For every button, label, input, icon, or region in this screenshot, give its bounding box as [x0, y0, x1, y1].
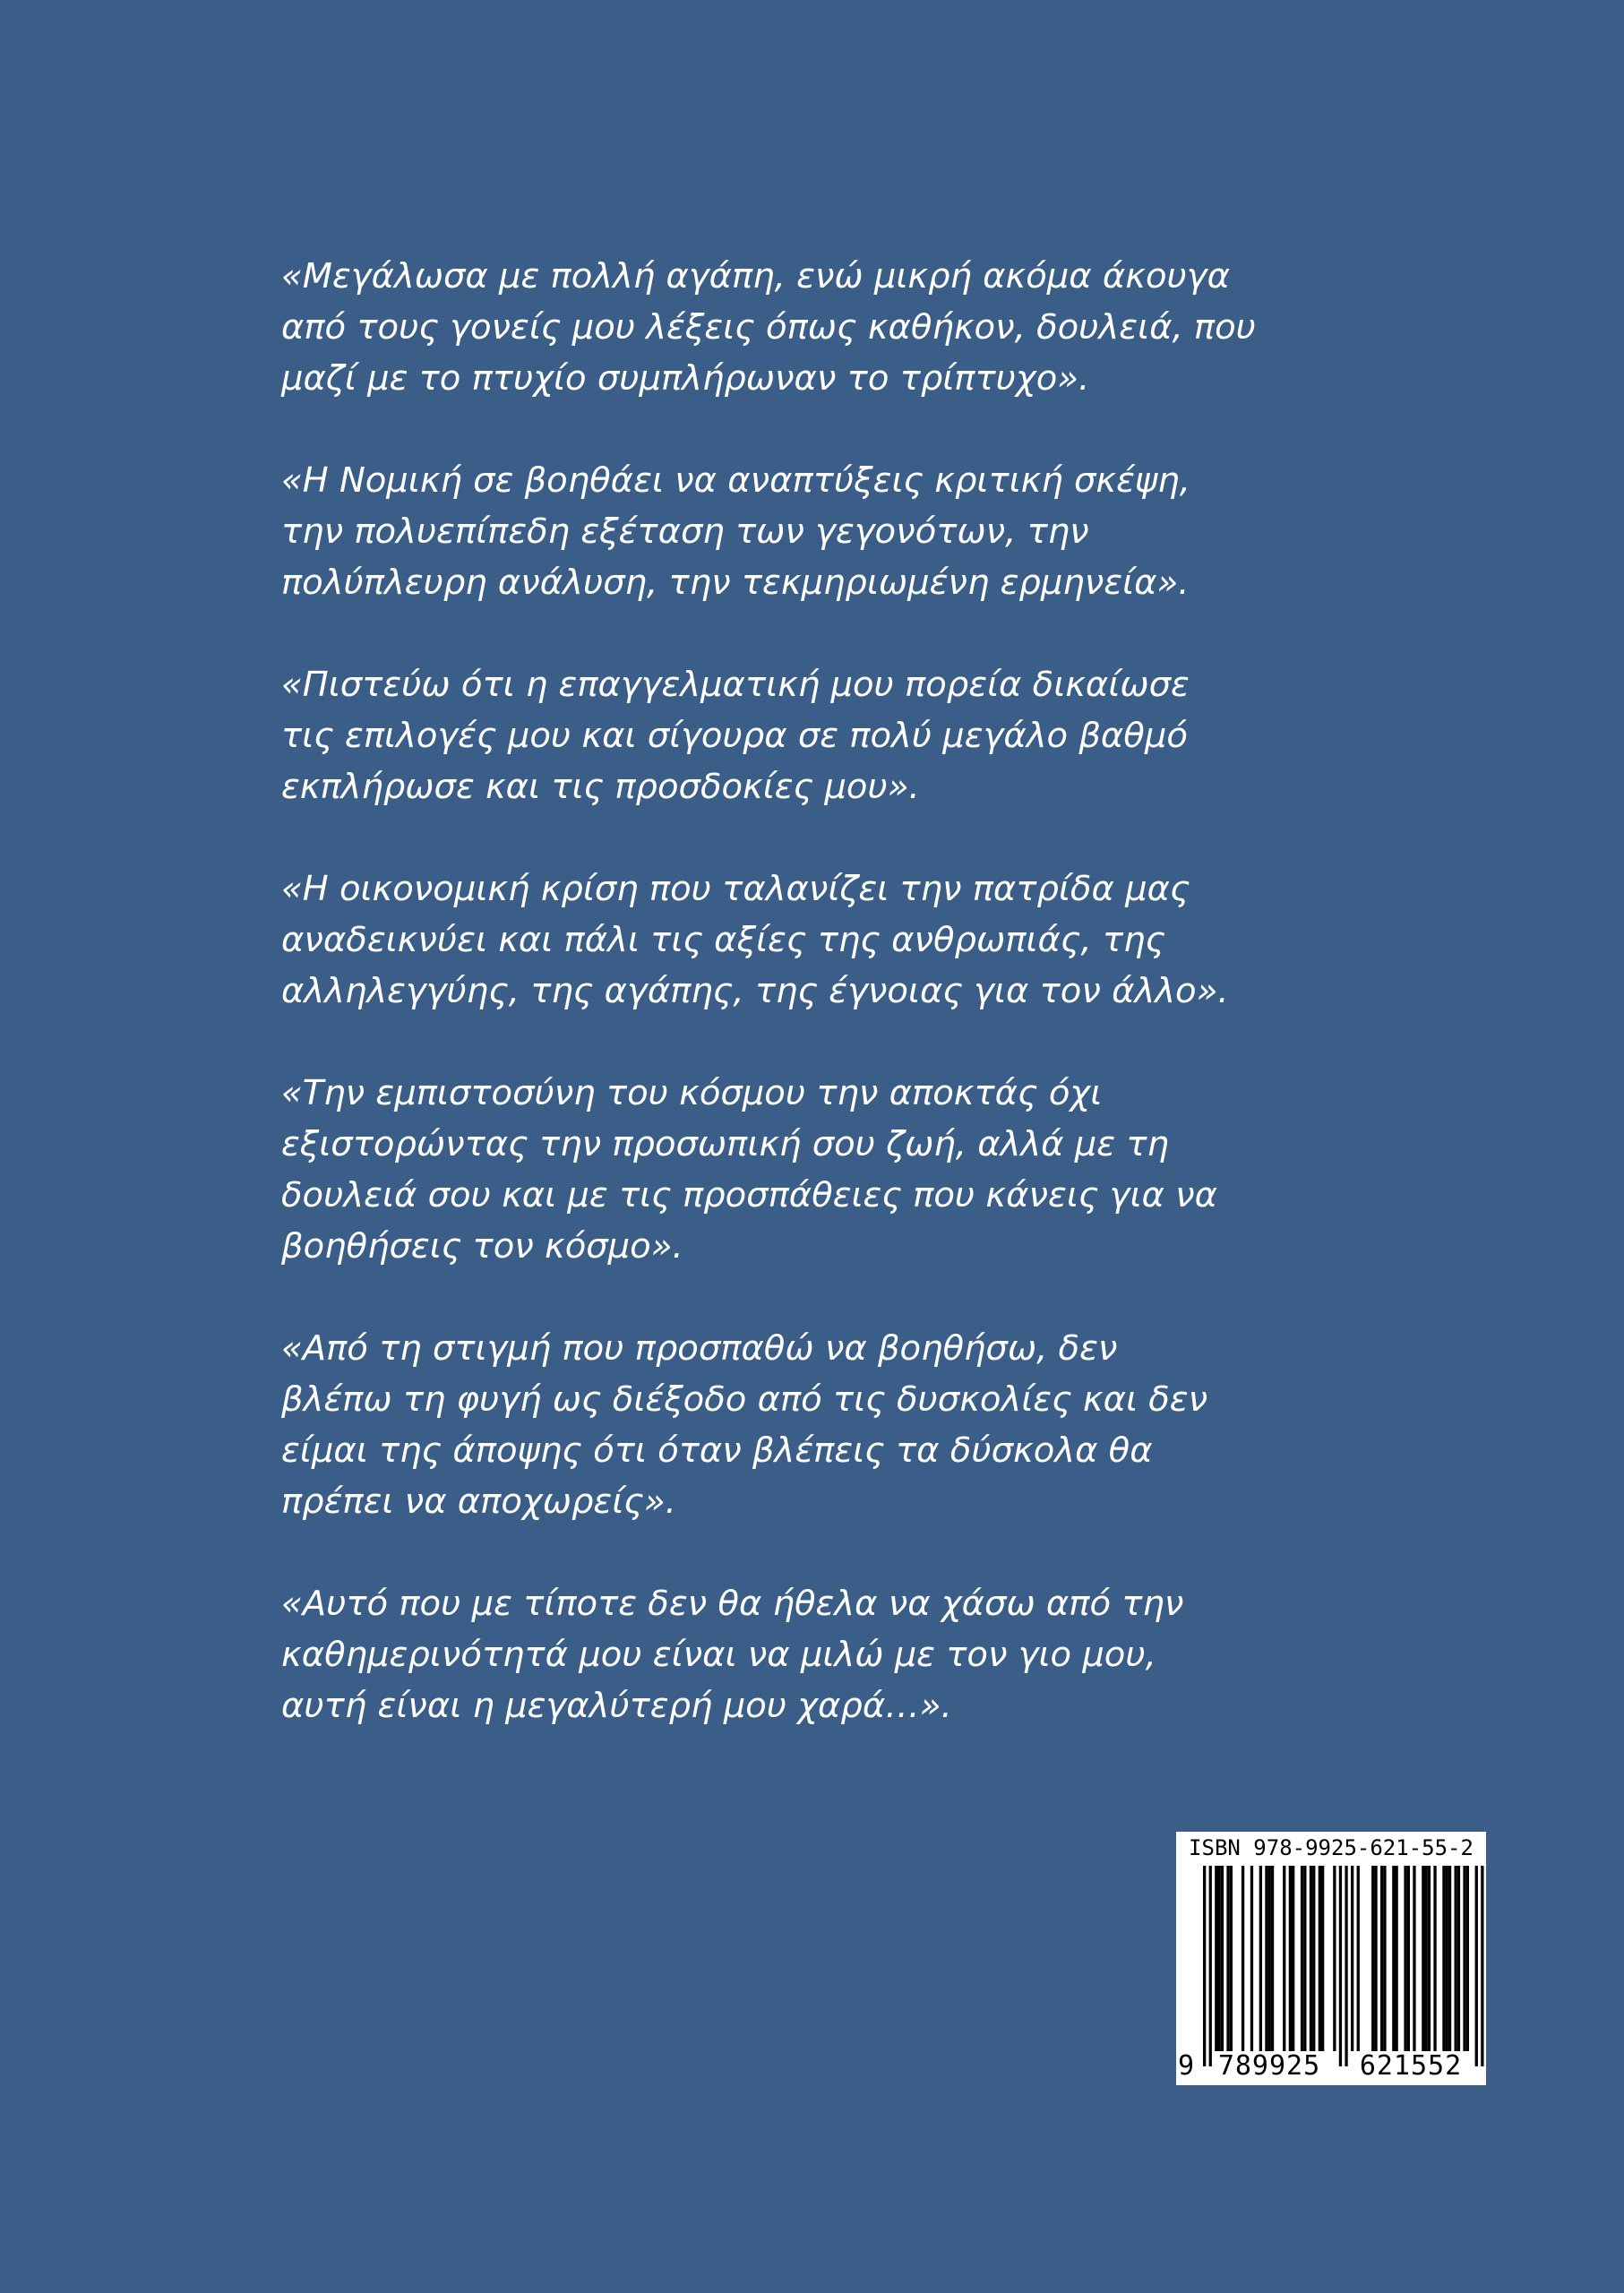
barcode-bar	[1215, 1866, 1217, 2051]
barcode-bar	[1407, 1866, 1410, 2051]
barcode-bar	[1259, 1866, 1262, 2051]
barcode-bar	[1310, 1866, 1312, 2051]
quote-line: «Η Νομική σε βοηθάει να αναπτύξεις κριτική σκέψη,	[281, 460, 1190, 501]
quote-4	[281, 863, 1285, 1017]
quote-line: την πολυεπίπεδη εξέταση των γεγονότων, την	[281, 511, 1089, 552]
ean-first-digit: 9	[1178, 2050, 1195, 2082]
quote-line: «Αυτό που με τίποτε δεν θα ήθελα να χάσω από την	[281, 1584, 1184, 1624]
barcode-bars	[1176, 1832, 1486, 2085]
barcode-bar	[1226, 1866, 1229, 2051]
barcode-bar	[1392, 1866, 1395, 2051]
barcode-bar	[1374, 1866, 1377, 2051]
barcode-bar	[1463, 1866, 1465, 2051]
barcode-bar	[1428, 1866, 1431, 2051]
ean-right-group: 621552	[1359, 2050, 1463, 2082]
barcode-bar	[1396, 1866, 1398, 2051]
barcode-bar	[1230, 1866, 1233, 2051]
barcode-bar	[1448, 1866, 1451, 2051]
quote-line: «Από τη στιγμή που προσπαθώ να βοηθήσω, δεν	[281, 1328, 1118, 1369]
quote-line: είμαι της άποψης ότι όταν βλέπεις τα δύσκολα θα	[281, 1430, 1153, 1471]
quote-line: βοηθήσεις τον κόσμο».	[281, 1226, 683, 1267]
barcode-bar	[1218, 1866, 1221, 2051]
barcode-bar	[1312, 1866, 1315, 2051]
barcode-bar	[1301, 1866, 1303, 2051]
quote-5	[281, 1068, 1285, 1272]
barcode-bar	[1321, 1866, 1324, 2051]
barcode-guard-bar	[1339, 1866, 1342, 2066]
quote-line: βλέπω τη φυγή ως διέξοδο από τις δυσκολίες και δεν	[281, 1379, 1208, 1420]
barcode-bar	[1271, 1866, 1274, 2051]
barcode-bar	[1250, 1866, 1253, 2051]
quote-1	[281, 251, 1285, 404]
quote-line: δουλειά σου και με τις προσπάθειες που κάνεις για να	[281, 1175, 1217, 1215]
barcode-bar	[1221, 1866, 1224, 2051]
quote-line: εκπλήρωσε και τις προσδοκίες μου».	[281, 767, 920, 807]
barcode-bar	[1457, 1866, 1460, 2051]
barcode-bar	[1242, 1866, 1244, 2051]
quote-line: αναδεικνύει και πάλι τις αξίες της ανθρωπιάς, της	[281, 920, 1166, 960]
quote-line: καθημερινότητά μου είναι να μιλώ με τον γιο μου,	[281, 1635, 1156, 1675]
barcode-bar	[1333, 1866, 1336, 2051]
quote-line: αλληλεγγύης, της αγάπης, της έγνοιας για τον άλλο».	[281, 971, 1229, 1011]
barcode-bar	[1289, 1866, 1292, 2051]
barcode-bar	[1442, 1866, 1445, 2051]
isbn-label: ISBN 978-9925-621-55-2	[1189, 1835, 1474, 1860]
barcode-bar	[1357, 1866, 1360, 2051]
quote-line: «Πιστεύω ότι η επαγγελματική μου πορεία δικαίωσε	[281, 665, 1190, 705]
barcode-bar	[1446, 1866, 1448, 2051]
barcode-bar	[1265, 1866, 1267, 2051]
barcode-bar	[1371, 1866, 1374, 2051]
barcode-bar	[1433, 1866, 1436, 2051]
quote-line: πολύπλευρη ανάλυση, την τεκμηριωμένη ερμηνεία».	[281, 563, 1190, 603]
quote-7	[281, 1578, 1285, 1731]
quote-line: «Μεγάλωσα με πολλή αγάπη, ενώ μικρή ακόμα άκουγα	[281, 256, 1230, 296]
barcode-bar	[1455, 1866, 1457, 2051]
barcode-bar	[1413, 1866, 1415, 2051]
isbn-barcode	[1176, 1832, 1486, 2085]
barcode-bar	[1422, 1866, 1424, 2051]
barcode-bar	[1319, 1866, 1321, 2051]
barcode-bar	[1268, 1866, 1271, 2051]
barcode-bar	[1292, 1866, 1294, 2051]
quote-2	[281, 455, 1285, 608]
quote-line: αυτή είναι η μεγαλύτερή μου χαρά…».	[281, 1686, 952, 1726]
quote-line: «Την εμπιστοσύνη του κόσμου την αποκτάς όχι	[281, 1073, 1103, 1113]
barcode-guard-bar	[1345, 1866, 1347, 2066]
barcode-bar	[1383, 1866, 1386, 2051]
barcode-guard-bar	[1481, 1866, 1483, 2066]
quote-line: εξιστορώντας την προσωπική σου ζωή, αλλά με τη	[281, 1124, 1169, 1164]
barcode-bar	[1466, 1866, 1469, 2051]
quote-line: πρέπει να αποχωρείς».	[281, 1481, 676, 1522]
quotes-block	[281, 251, 1285, 1782]
barcode-bar	[1404, 1866, 1406, 2051]
ean-digits	[1176, 2051, 1486, 2082]
barcode-bar	[1283, 1866, 1285, 2051]
barcode-guard-bar	[1203, 1866, 1206, 2066]
barcode-guard-bar	[1475, 1866, 1478, 2066]
barcode-bar	[1351, 1866, 1353, 2051]
quote-line: «Η οικονομική κρίση που ταλανίζει την πατρίδα μας	[281, 869, 1190, 909]
quote-line: από τους γονείς μου λέξεις όπως καθήκον, δουλειά, που	[281, 307, 1256, 348]
quote-6	[281, 1323, 1285, 1527]
quote-line: τις επιλογές μου και σίγουρα σε πολύ μεγάλο βαθμό	[281, 716, 1188, 756]
barcode-bar	[1303, 1866, 1306, 2051]
quote-3	[281, 659, 1285, 812]
quote-line: μαζί με το πτυχίο συμπλήρωναν το τρίπτυχο».	[281, 358, 1090, 399]
ean-left-group: 789925	[1217, 2050, 1321, 2082]
barcode-bar	[1425, 1866, 1428, 2051]
barcode-guard-bar	[1209, 1866, 1212, 2066]
barcode-bar	[1380, 1866, 1383, 2051]
